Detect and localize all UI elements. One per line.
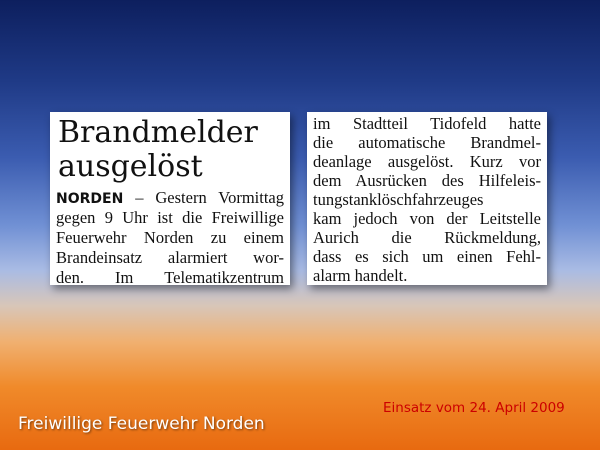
article-line: Feuerwehr Norden zu einem — [56, 228, 284, 247]
article-line: NORDEN – Gestern Vormittag — [56, 188, 284, 207]
article-dateline: NORDEN — [56, 191, 124, 207]
incident-date-label: Einsatz vom 24. April 2009 — [383, 400, 565, 416]
organization-name: Freiwillige Feuerwehr Norden — [18, 414, 265, 434]
article-line: die automatische Brandmel- — [313, 133, 541, 152]
article-line: dem Ausrücken des Hilfeleis- — [313, 171, 541, 190]
article-line: im Stadtteil Tidofeld hatte — [313, 114, 541, 133]
article-line: alarm handelt. — [313, 266, 408, 285]
article-line: gegen 9 Uhr ist die Freiwillige — [56, 208, 284, 227]
article-line: Aurich die Rückmeldung, — [313, 228, 541, 247]
article-headline — [58, 116, 286, 184]
article-line: kam jedoch von der Leitstelle — [313, 209, 541, 228]
article-line: dass es sich um einen Fehl- — [313, 247, 541, 266]
article-clipping-left — [50, 112, 290, 285]
article-line: deanlage ausgelöst. Kurz vor — [313, 152, 541, 171]
article-line: tungstanklöschfahrzeuges — [313, 190, 484, 209]
article-line: den. Im Telematikzentrum — [56, 268, 284, 287]
article-line: Brandeinsatz alarmiert wor- — [56, 248, 284, 267]
article-clipping-right — [307, 112, 547, 285]
headline-line-2: ausgelöst — [58, 149, 203, 184]
headline-line-1: Brandmelder — [58, 115, 258, 150]
